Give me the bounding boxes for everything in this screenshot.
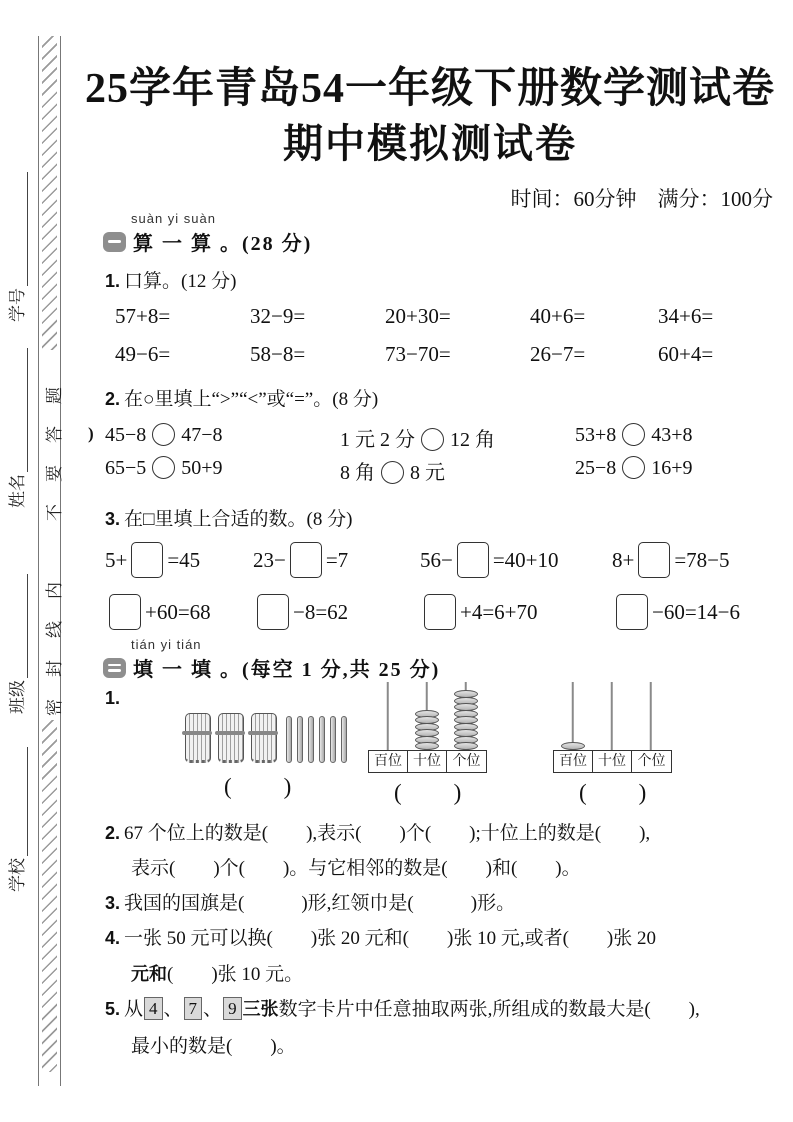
s2-q4-line1 (105, 923, 775, 950)
s1-q3-number: 3. (105, 509, 121, 529)
name-label: 姓名 (8, 474, 27, 508)
s2-q4-text2: ( )张 10 元。 (167, 964, 304, 985)
eq-post: =40+10 (492, 548, 559, 572)
page-title-line1: 25学年青岛54一年级下册数学测试卷 (85, 66, 776, 112)
s2-q3-number: 3. (105, 893, 121, 913)
eq-post: −8=62 (293, 600, 349, 624)
section-one-icon (103, 232, 126, 252)
cmp-right: 8 元 (410, 462, 445, 484)
fill-box-equation (420, 542, 612, 578)
cmp-left: 53+8 (575, 424, 617, 446)
s1-q1-number: 1. (105, 271, 121, 291)
abacus-2-base (553, 750, 672, 773)
abacus-2-ones-rod (631, 682, 670, 750)
place-label-ones: 个位 (452, 754, 481, 769)
fill-box (424, 594, 456, 630)
fill-box (257, 594, 289, 630)
comparison-circle (152, 456, 175, 479)
oral-problem: 57+8= (115, 304, 171, 328)
eq-post: +4=6+70 (460, 600, 538, 624)
box-equation-row-2 (105, 594, 775, 630)
comparison-row-1 (105, 423, 750, 452)
cmp-left: 25−8 (575, 457, 617, 479)
s2-q3-text: 我国的国旗是( )形,红领巾是( )形。 (124, 893, 516, 914)
abacus-1-ones-rod (446, 682, 485, 750)
abacus-1-hundreds-rod (368, 682, 407, 750)
seal-line-text: 密封线内 不要答题 (45, 365, 64, 716)
fill-box (131, 542, 163, 578)
print-artifact-mark: ) (88, 424, 94, 443)
s1-q3-header (105, 504, 352, 531)
margin-field-student-id (6, 172, 28, 322)
sticks-figure (185, 713, 347, 763)
fill-box-equation (612, 542, 775, 578)
cmp-right: 50+9 (181, 457, 223, 479)
eq-pre: 8+ (612, 548, 635, 572)
oral-problem: 49−6= (115, 342, 171, 366)
abacus-2-hundreds-rod (553, 682, 592, 750)
cmp-left: 1 元 2 分 (340, 429, 415, 451)
fill-box (616, 594, 648, 630)
fill-box (109, 594, 141, 630)
comparison-problem (575, 456, 750, 485)
fill-box-equation (420, 594, 612, 630)
eq-pre: 56− (420, 548, 453, 572)
s2-q4-line2 (131, 959, 303, 986)
section-one-pinyin: suàn yi suàn (131, 211, 216, 226)
cmp-right: 47−8 (181, 424, 223, 446)
school-label: 学校 (8, 858, 27, 892)
oral-problem: 73−70= (385, 342, 451, 366)
abacus-2-answer-blank: ( ) (579, 780, 649, 805)
eq-pre: 5+ (105, 548, 128, 572)
s1-q2-header (105, 384, 378, 411)
comparison-problem (105, 456, 340, 485)
comparison-problem (340, 456, 575, 485)
digit-card-7: 7 (184, 997, 203, 1020)
s1-q1-header (105, 266, 236, 293)
s2-q2-line1 (105, 818, 775, 845)
abacus-1-tens-rod (407, 682, 446, 750)
cmp-left: 65−5 (105, 457, 147, 479)
fill-box-equation (612, 594, 775, 630)
section-two-title: 填 一 填 。(每空 1 分,共 25 分) (133, 659, 441, 681)
s2-q5-number: 5. (105, 999, 121, 1019)
eq-post: −60=14−6 (652, 600, 741, 624)
oral-row-2 (115, 342, 775, 367)
fill-box (638, 542, 670, 578)
comparison-circle (381, 461, 404, 484)
eq-post: =45 (167, 548, 201, 572)
separator: 、 (203, 999, 223, 1020)
loose-sticks (286, 716, 347, 763)
fill-box-equation (253, 542, 420, 578)
section-two-icon (103, 658, 126, 678)
sticks-answer-blank: ( ) (224, 774, 294, 799)
s2-q4-bold: 元和 (131, 964, 167, 984)
margin-field-school (6, 747, 28, 892)
comparison-circle (622, 423, 645, 446)
name-blank-line (11, 348, 28, 472)
cmp-left: 45−8 (105, 424, 147, 446)
section-two-header (103, 653, 440, 682)
student-id-blank-line (11, 172, 28, 286)
place-label-ones: 个位 (637, 754, 666, 769)
cmp-left: 8 角 (340, 462, 375, 484)
eq-post: =78−5 (674, 548, 730, 572)
s2-q2-text1: 67 个位上的数是( ),表示( )个( );十位上的数是( ), (124, 823, 651, 844)
margin-field-class (6, 574, 28, 714)
oral-problem: 60+4= (658, 342, 714, 366)
s1-q1-text: 口算。(12 分) (124, 271, 237, 292)
s1-q3-text: 在□里填上合适的数。(8 分) (124, 509, 353, 530)
oral-problem: 20+30= (385, 304, 451, 328)
s2-q5-line1 (105, 994, 785, 1021)
class-blank-line (11, 574, 28, 678)
cmp-right: 43+8 (651, 424, 693, 446)
box-equation-row-1 (105, 542, 775, 578)
oral-problem: 26−7= (530, 342, 586, 366)
section-one-header (103, 227, 312, 256)
abacus-1-base (368, 750, 487, 773)
section-one-title: 算 一 算 。(28 分) (133, 233, 313, 255)
comparison-problem (575, 423, 750, 452)
abacus-1 (368, 682, 487, 773)
s2-q5-bold: 三张 (242, 999, 279, 1019)
s1-q2-number: 2. (105, 389, 121, 409)
oral-problem: 58−8= (250, 342, 306, 366)
digit-card-4: 4 (144, 997, 163, 1020)
s2-q5-text1: 数字卡片中任意抽取两张,所组成的数最大是( ), (278, 999, 700, 1020)
comparison-problem (340, 423, 575, 452)
separator: 、 (163, 999, 183, 1020)
seal-hatch-top (42, 36, 57, 350)
school-blank-line (11, 747, 28, 856)
eq-post: +60=68 (145, 600, 211, 624)
eq-pre: 23− (253, 548, 286, 572)
s1-q2-text: 在○里填上“>”“<”或“=”。(8 分) (124, 389, 379, 410)
stick-bundles (185, 713, 277, 763)
fill-box (457, 542, 489, 578)
s2-q2-line2: 表示( )个( )。与它相邻的数是( )和( )。 (131, 858, 581, 879)
eq-post: =7 (325, 548, 349, 572)
fill-box-equation (253, 594, 420, 630)
place-label-tens: 十位 (408, 751, 447, 772)
oral-row-1 (115, 304, 775, 329)
oral-problem: 32−9= (250, 304, 306, 328)
place-label-hundreds: 百位 (369, 751, 408, 772)
seal-hatch-bottom (42, 720, 57, 1072)
fill-box-equation (105, 542, 253, 578)
comparison-problem (105, 423, 340, 452)
abacus-2-tens-rod (592, 682, 631, 750)
oral-problem: 34+6= (658, 304, 714, 328)
s2-q2-number: 2. (105, 823, 121, 843)
s2-q3-line (105, 888, 515, 915)
comparison-circle (421, 428, 444, 451)
comparison-circle (622, 456, 645, 479)
exam-info: 时间：60分钟 满分：100分 (510, 187, 773, 211)
place-label-tens: 十位 (593, 751, 632, 772)
s2-q4-text1: 一张 50 元可以换( )张 20 元和( )张 10 元,或者( )张 20 (124, 928, 656, 949)
s2-q1-number: 1. (105, 688, 121, 708)
s2-q4-number: 4. (105, 928, 121, 948)
digit-card-9: 9 (223, 997, 242, 1020)
student-id-label: 学号 (8, 288, 27, 322)
page-title-line2: 期中模拟测试卷 (283, 121, 577, 166)
class-label: 班级 (8, 680, 27, 714)
cmp-right: 16+9 (651, 457, 693, 479)
s2-q5-line2: 最小的数是( )。 (131, 1036, 296, 1057)
fill-box (290, 542, 322, 578)
comparison-row-2 (105, 456, 750, 485)
s2-q5-prefix: 从 (124, 999, 144, 1020)
abacus-2 (553, 682, 672, 773)
oral-problem: 40+6= (530, 304, 586, 328)
fill-box-equation (105, 594, 253, 630)
comparison-circle (152, 423, 175, 446)
section-two-pinyin: tián yi tián (131, 637, 202, 652)
place-label-hundreds: 百位 (554, 751, 593, 772)
cmp-right: 12 角 (450, 429, 495, 451)
margin-field-name (6, 348, 28, 508)
abacus-1-answer-blank: ( ) (394, 780, 464, 805)
